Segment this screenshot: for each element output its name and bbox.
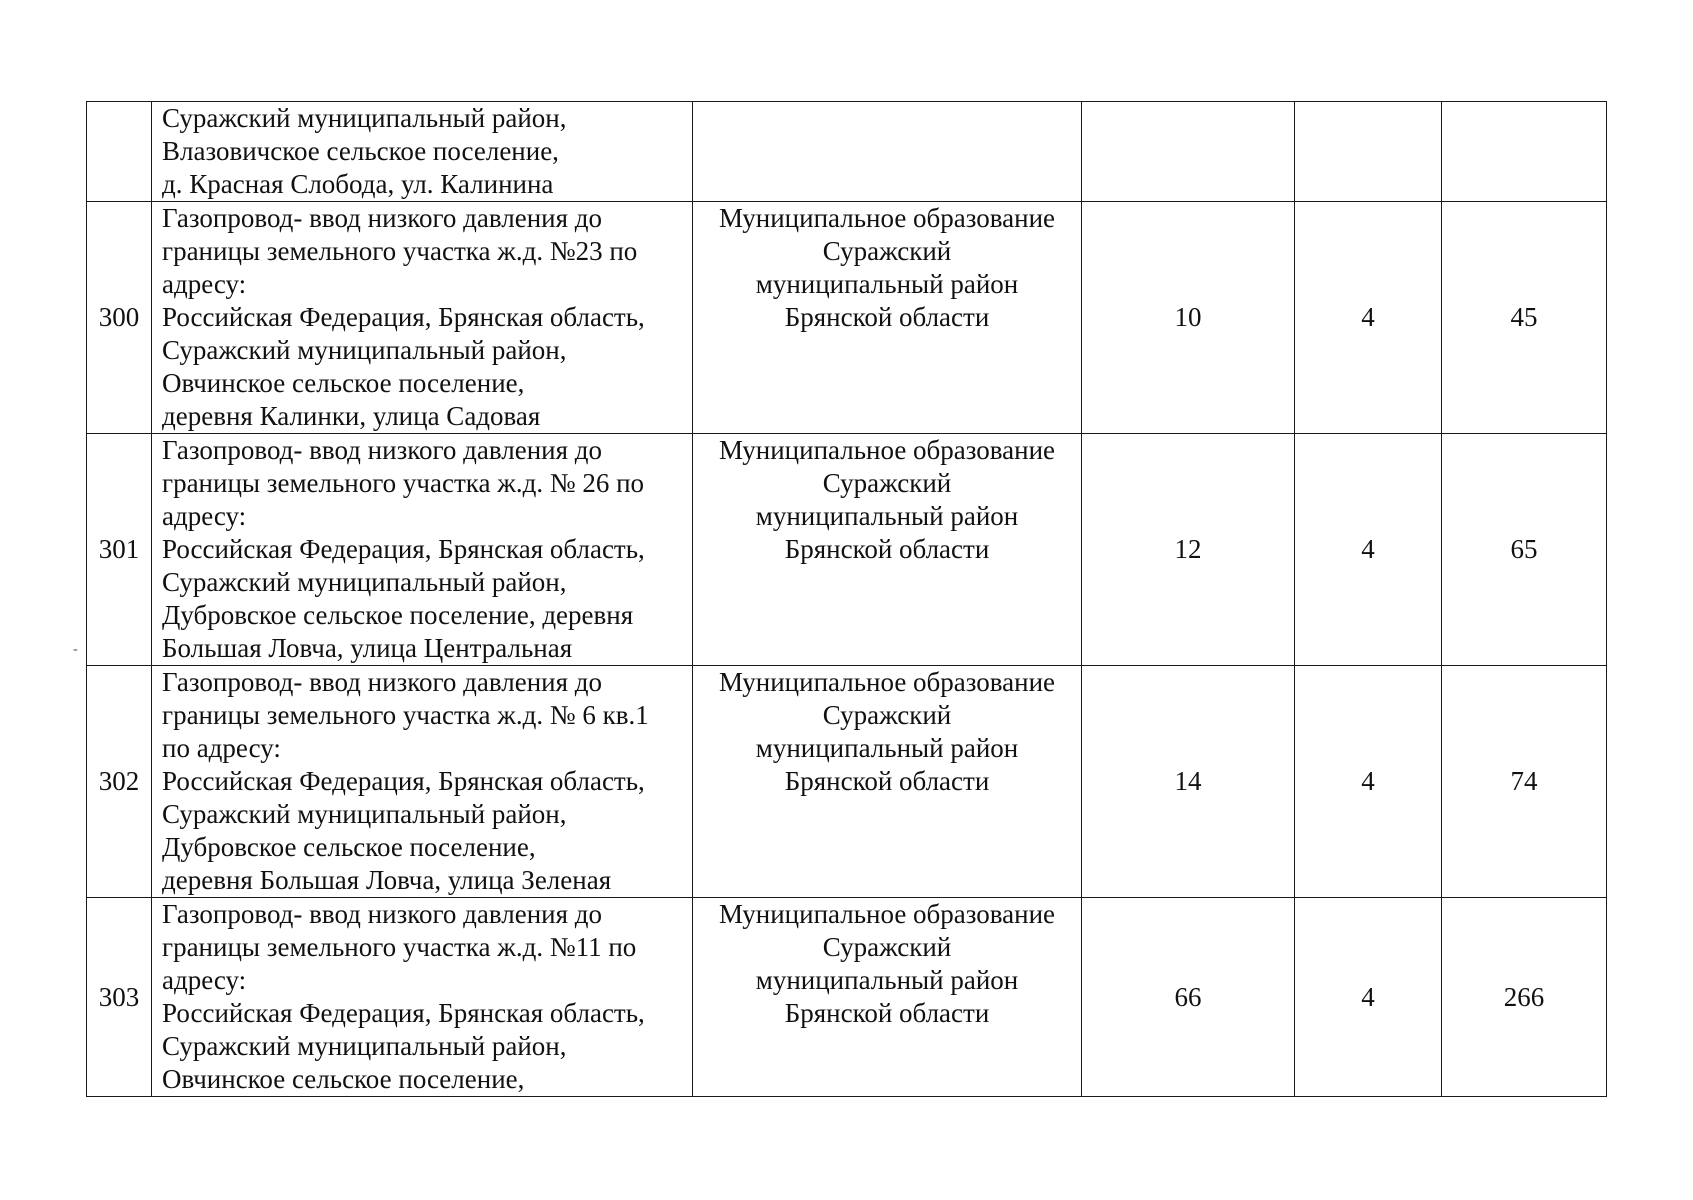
value-2: 4 xyxy=(1361,981,1375,1012)
description-line: Влазовичское сельское поселение, xyxy=(162,136,559,166)
owner-cell xyxy=(693,898,1082,1097)
value-cell-2 xyxy=(1295,102,1442,202)
owner-line: Суражский xyxy=(822,700,952,730)
value-2: 4 xyxy=(1361,534,1375,564)
description-line: по адресу: xyxy=(162,733,281,763)
stray-mark: - xyxy=(73,642,78,657)
value-cell-3 xyxy=(1442,434,1607,666)
table-row xyxy=(87,666,1607,898)
row-number-cell xyxy=(87,102,152,202)
description-line: Овчинское сельское поселение, xyxy=(162,368,525,398)
description-line: Российская Федерация, Брянская область, xyxy=(162,534,645,564)
owner-line: Муниципальное образование xyxy=(718,203,1056,233)
value-3: 65 xyxy=(1510,534,1538,564)
description-line: границы земельного участка ж.д. № 6 кв.1 xyxy=(162,700,649,730)
owner-line: муниципальный район xyxy=(755,501,1019,531)
owner-line: Суражский xyxy=(822,468,952,498)
value-3: 266 xyxy=(1503,981,1545,1012)
row-number: 302 xyxy=(98,766,140,796)
registry-table xyxy=(86,101,1607,1097)
owner-line: муниципальный район xyxy=(755,965,1019,995)
value-cell-2 xyxy=(1295,666,1442,898)
description-line: Российская Федерация, Брянская область, xyxy=(162,998,645,1028)
owner-line: Муниципальное образование xyxy=(718,435,1056,465)
object-description-cell xyxy=(152,666,693,898)
row-number-cell xyxy=(87,202,152,434)
value-2: 4 xyxy=(1361,766,1375,796)
description-line: Суражский муниципальный район, xyxy=(162,799,567,829)
value-cell-1 xyxy=(1082,666,1295,898)
object-description-cell xyxy=(152,434,693,666)
object-description-cell xyxy=(152,102,693,202)
value-cell-1 xyxy=(1082,202,1295,434)
value-1: 66 xyxy=(1174,981,1202,1012)
table-row xyxy=(87,898,1607,1097)
description-line: деревня Калинки, улица Садовая xyxy=(162,401,541,431)
owner-line: Суражский xyxy=(822,236,952,266)
description-line: Суражский муниципальный район, xyxy=(162,103,567,133)
object-description-cell xyxy=(152,202,693,434)
description-line: Газопровод- ввод низкого давления до xyxy=(162,899,603,929)
owner-cell xyxy=(693,434,1082,666)
owner-line: Суражский xyxy=(822,932,952,962)
row-number-cell xyxy=(87,898,152,1097)
value-cell-3 xyxy=(1442,666,1607,898)
value-cell-3 xyxy=(1442,102,1607,202)
row-number: 303 xyxy=(98,981,140,1012)
owner-line: Брянской области xyxy=(784,534,990,564)
description-line: границы земельного участка ж.д. №11 по xyxy=(162,932,637,962)
description-line: Суражский муниципальный район, xyxy=(162,567,567,597)
owner-cell xyxy=(693,666,1082,898)
description-line: границы земельного участка ж.д. № 26 по xyxy=(162,468,645,498)
owner-cell xyxy=(693,102,1082,202)
row-number-cell xyxy=(87,666,152,898)
description-line: Суражский муниципальный район, xyxy=(162,1031,567,1061)
row-number: 301 xyxy=(98,534,140,564)
row-number: 300 xyxy=(98,302,140,332)
value-cell-1 xyxy=(1082,102,1295,202)
description-line: Дубровское сельское поселение, xyxy=(162,832,536,862)
value-cell-3 xyxy=(1442,202,1607,434)
value-3: 45 xyxy=(1510,302,1538,332)
table-row xyxy=(87,434,1607,666)
description-line: границы земельного участка ж.д. №23 по xyxy=(162,236,638,266)
description-line: Газопровод- ввод низкого давления до xyxy=(162,203,603,233)
owner-line: муниципальный район xyxy=(755,269,1019,299)
value-cell-1 xyxy=(1082,898,1295,1097)
owner-cell xyxy=(693,202,1082,434)
owner-line: муниципальный район xyxy=(755,733,1019,763)
value-1: 12 xyxy=(1174,534,1202,564)
table-row-continuation xyxy=(87,102,1607,202)
owner-line: Брянской области xyxy=(784,302,990,332)
value-3: 74 xyxy=(1510,766,1538,796)
description-line: Российская Федерация, Брянская область, xyxy=(162,766,645,796)
description-line: адресу: xyxy=(162,501,247,531)
value-1: 10 xyxy=(1174,302,1202,332)
description-line: д. Красная Слобода, ул. Калинина xyxy=(162,169,554,199)
value-cell-3 xyxy=(1442,898,1607,1097)
value-cell-2 xyxy=(1295,202,1442,434)
value-cell-1 xyxy=(1082,434,1295,666)
object-description-cell xyxy=(152,898,693,1097)
owner-line: Муниципальное образование xyxy=(718,899,1056,929)
row-number-cell xyxy=(87,434,152,666)
description-line: адресу: xyxy=(162,965,247,995)
owner-line: Брянской области xyxy=(784,766,990,796)
value-2: 4 xyxy=(1361,302,1375,332)
description-line: Российская Федерация, Брянская область, xyxy=(162,302,645,332)
description-line: деревня Большая Ловча, улица Зеленая xyxy=(162,865,612,895)
description-line: Дубровское сельское поселение, деревня xyxy=(162,600,634,630)
description-line: Газопровод- ввод низкого давления до xyxy=(162,435,603,465)
value-1: 14 xyxy=(1174,766,1202,796)
owner-line: Муниципальное образование xyxy=(718,667,1056,697)
description-line: Овчинское сельское поселение, xyxy=(162,1064,525,1094)
registry-body xyxy=(87,102,1607,1097)
value-cell-2 xyxy=(1295,434,1442,666)
owner-line: Брянской области xyxy=(784,998,990,1028)
value-cell-2 xyxy=(1295,898,1442,1097)
table-row xyxy=(87,202,1607,434)
description-line: Суражский муниципальный район, xyxy=(162,335,567,365)
description-line: Газопровод- ввод низкого давления до xyxy=(162,667,603,697)
description-line: адресу: xyxy=(162,269,247,299)
description-line: Большая Ловча, улица Центральная xyxy=(162,633,573,663)
